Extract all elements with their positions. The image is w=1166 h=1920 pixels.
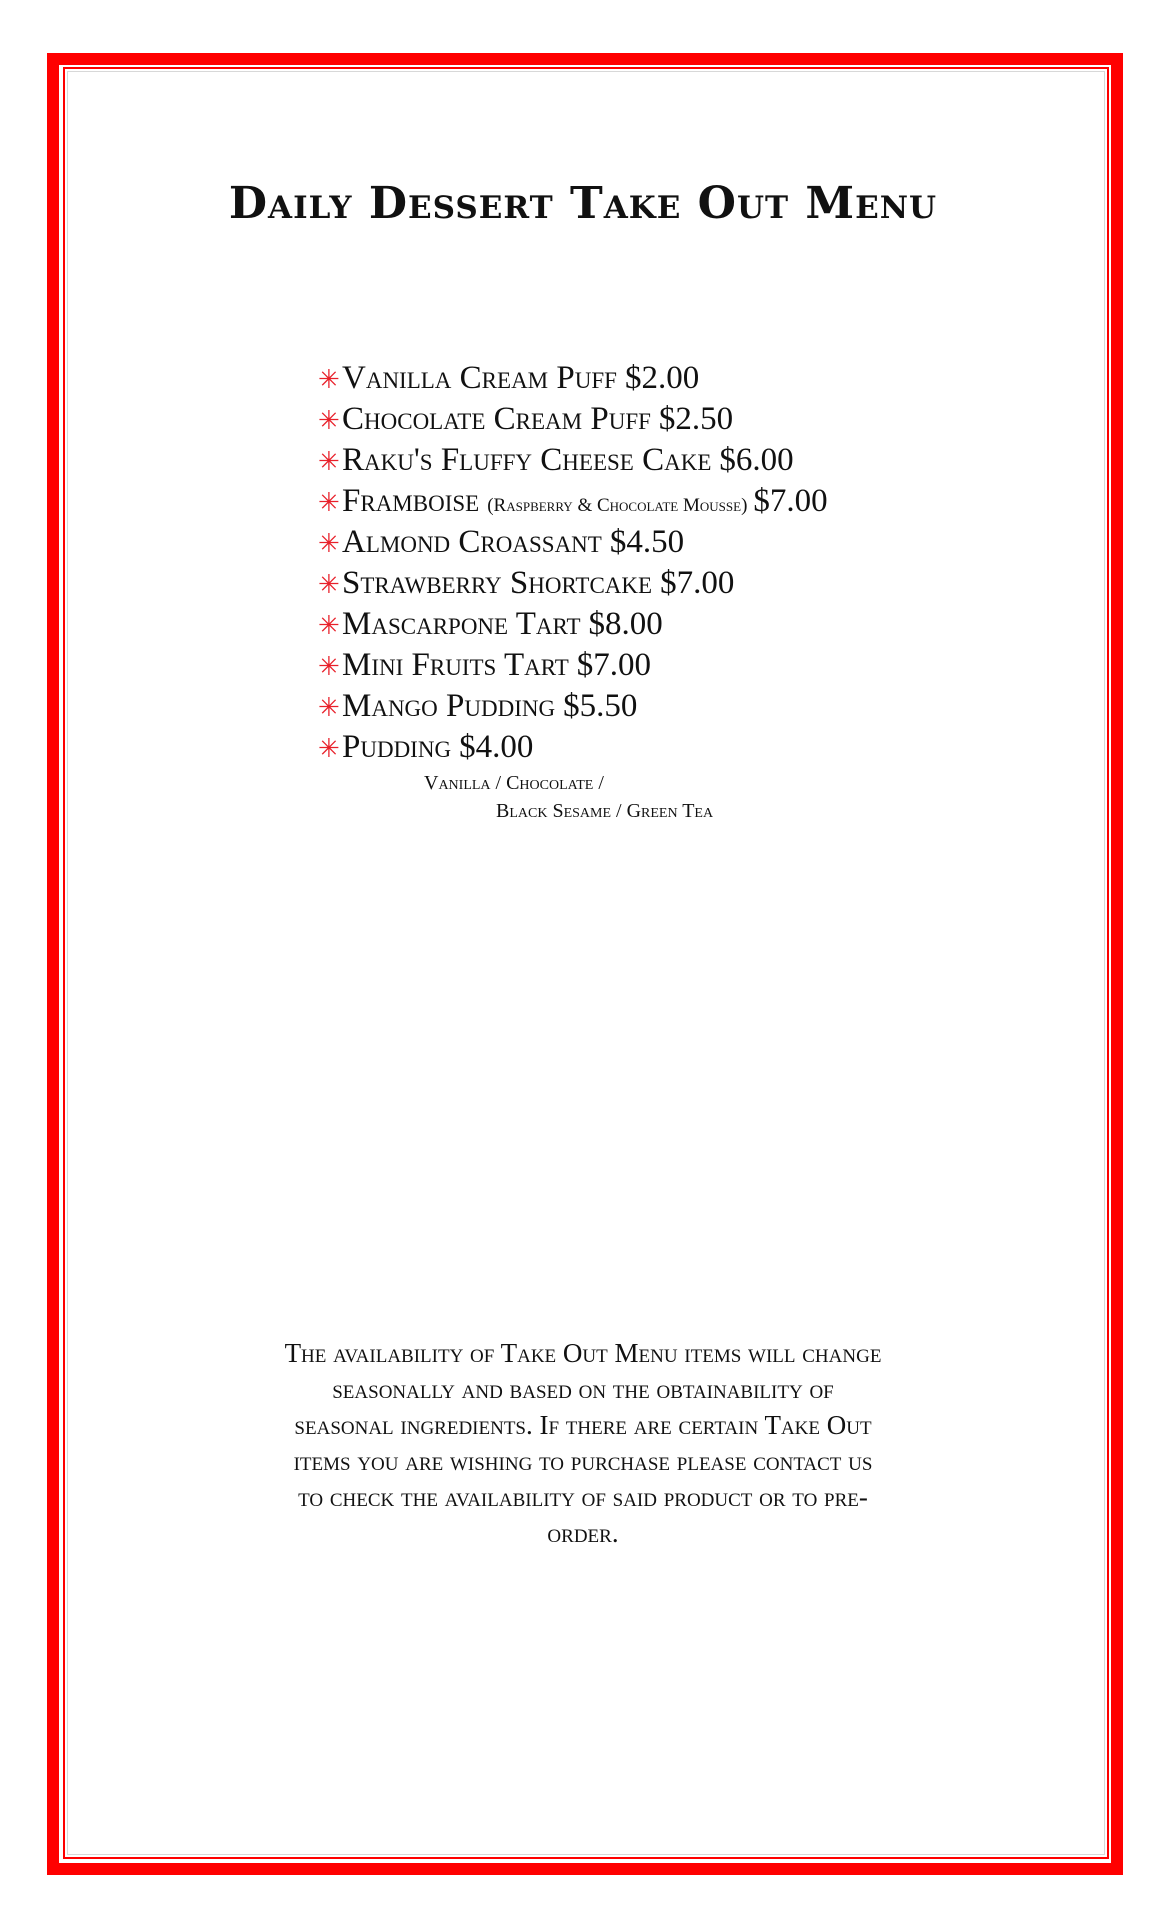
asterisk-bullet-icon: ✳ xyxy=(318,447,340,476)
item-note: (Raspberry & Chocolate Mousse) xyxy=(487,495,748,516)
item-name: Chocolate Cream Puff xyxy=(342,401,651,437)
menu-title: Daily Dessert Take Out Menu xyxy=(228,178,938,229)
dessert-list xyxy=(318,360,828,770)
menu-item-mango-pudding xyxy=(318,688,828,729)
item-price: $6.00 xyxy=(719,442,794,478)
asterisk-bullet-icon: ✳ xyxy=(318,365,340,394)
menu-item-almond-croassant xyxy=(318,524,828,565)
asterisk-bullet-icon: ✳ xyxy=(318,652,340,681)
menu-item-framboise xyxy=(318,483,828,524)
item-name: Mini Fruits Tart xyxy=(342,647,569,683)
item-price: $2.00 xyxy=(624,360,700,396)
item-price: $7.00 xyxy=(576,647,652,683)
pudding-flavors xyxy=(424,772,713,828)
item-name: Mango Pudding xyxy=(342,688,556,724)
item-price: $7.00 xyxy=(660,565,735,601)
inner-hairline-border xyxy=(67,71,1105,1855)
item-price: $4.00 xyxy=(459,729,534,765)
menu-item-chocolate-cream-puff xyxy=(318,401,828,442)
item-name: Raku's Fluffy Cheese Cake xyxy=(342,442,712,478)
item-name: Vanilla Cream Puff xyxy=(342,360,617,396)
menu-item-pudding xyxy=(318,729,828,770)
asterisk-bullet-icon: ✳ xyxy=(318,529,340,558)
menu-item-mascarpone-tart xyxy=(318,606,828,647)
item-name: Strawberry Shortcake xyxy=(342,565,653,601)
item-name: Framboise xyxy=(342,483,480,519)
menu-item-mini-fruits-tart xyxy=(318,647,828,688)
pudding-flavors-line-1: Vanilla / Chocolate / xyxy=(424,772,604,794)
item-name: Almond Croassant xyxy=(342,524,602,560)
item-price: $4.50 xyxy=(609,524,685,560)
menu-item-strawberry-shortcake xyxy=(318,565,828,606)
asterisk-bullet-icon: ✳ xyxy=(318,488,340,517)
asterisk-bullet-icon: ✳ xyxy=(318,693,340,722)
menu-item-cheese-cake xyxy=(318,442,828,483)
item-price: $8.00 xyxy=(588,606,663,642)
asterisk-bullet-icon: ✳ xyxy=(318,570,340,599)
item-name: Pudding xyxy=(342,729,452,765)
menu-item-vanilla-cream-puff xyxy=(318,360,828,401)
item-name: Mascarpone Tart xyxy=(342,606,581,642)
item-price: $5.50 xyxy=(563,688,638,724)
asterisk-bullet-icon: ✳ xyxy=(318,406,340,435)
availability-notice: The availability of Take Out Menu items will change seasonally and based on the obtainability of seasonal ingredients. If there are certain Take Out items you are wishing to purchase please contact us to check the availability of said product or to pre-order. xyxy=(284,1338,882,1548)
asterisk-bullet-icon: ✳ xyxy=(318,611,340,640)
item-price: $2.50 xyxy=(658,401,734,437)
item-price: $7.00 xyxy=(753,483,828,519)
asterisk-bullet-icon: ✳ xyxy=(318,734,340,763)
pudding-flavors-line-2: Black Sesame / Green Tea xyxy=(496,800,714,822)
